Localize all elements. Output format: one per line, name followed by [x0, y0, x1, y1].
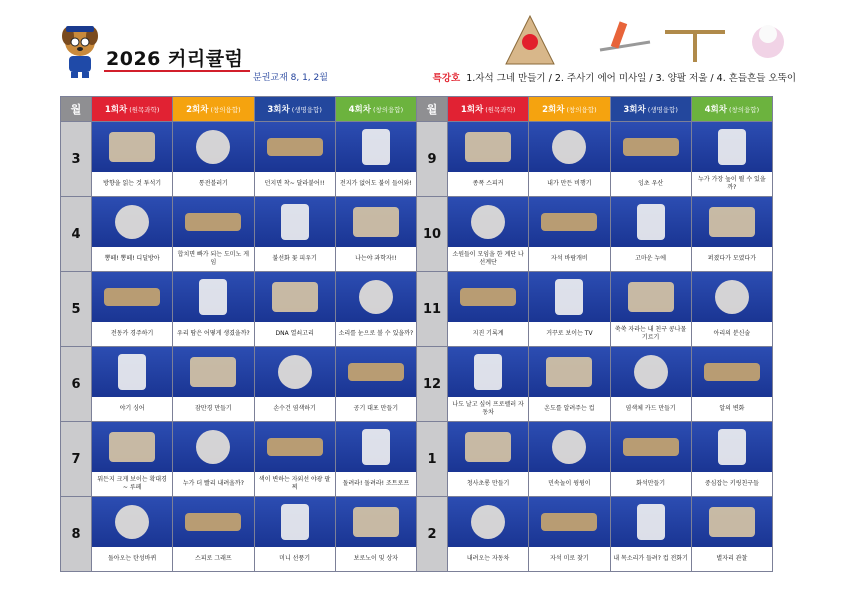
craft-object-image — [199, 279, 227, 315]
lesson-caption: 퍼졌다가 모였다가 — [707, 255, 757, 262]
lesson-photo — [92, 347, 172, 397]
lesson-cell — [254, 422, 335, 497]
page-title: 2026 커리큘럼 — [106, 48, 244, 70]
lesson-cell — [691, 422, 772, 497]
craft-object-image — [272, 282, 318, 312]
craft-object-image — [185, 213, 241, 231]
craft-object-image — [278, 355, 312, 389]
special-lesson-list — [433, 70, 796, 84]
lesson-cell — [529, 272, 610, 347]
lesson-photo — [92, 497, 172, 547]
lesson-cell — [610, 347, 691, 422]
lesson-photo — [611, 122, 691, 172]
lesson-caption: 색이 변하는 자외선 야광 팔찌 — [258, 476, 331, 491]
month-header: 월 — [417, 97, 448, 122]
lesson-photo — [336, 347, 416, 397]
lesson-caption: 지진 기록계 — [472, 330, 504, 337]
lesson-caption: 전지가 없어도 불이 들어와! — [339, 180, 412, 187]
lesson-photo — [255, 197, 335, 247]
lesson-photo — [173, 197, 253, 247]
lesson-cell — [610, 122, 691, 197]
lesson-caption: 자석 미로 찾기 — [550, 555, 589, 562]
craft-object-image — [637, 504, 665, 540]
craft-object-image — [465, 132, 511, 162]
lesson-photo — [336, 497, 416, 547]
lesson-cell — [92, 422, 173, 497]
lesson-caption: 합치면 빠가 되는 도미노 게임 — [177, 251, 250, 266]
lesson-cell — [335, 347, 416, 422]
craft-object-image — [281, 204, 309, 240]
lesson-photo — [448, 197, 528, 247]
table-header-row — [61, 97, 773, 122]
lesson-photo — [692, 497, 772, 547]
craft-object-image — [115, 205, 149, 239]
craft-object-image — [474, 354, 502, 390]
lesson-cell — [254, 497, 335, 572]
session-4-header: 4회차 (창의융합) — [335, 97, 416, 122]
lesson-cell — [529, 122, 610, 197]
lesson-photo — [448, 347, 528, 397]
craft-object-image — [104, 288, 160, 306]
session-2-header: 2회차 (창의융합) — [173, 97, 254, 122]
craft-object-image — [196, 130, 230, 164]
lesson-photo — [692, 122, 772, 172]
session-1-header: 1회차 (원목과학) — [448, 97, 529, 122]
lesson-cell — [448, 422, 529, 497]
craft-object-image — [718, 429, 746, 465]
lesson-photo — [448, 497, 528, 547]
lesson-photo — [255, 122, 335, 172]
month-number: 6 — [61, 347, 92, 422]
lesson-caption: 아리의 분신술 — [713, 330, 751, 337]
lesson-caption: 돌려라! 돌려라! 조트로프 — [342, 480, 410, 487]
craft-object-image — [471, 205, 505, 239]
lesson-photo — [173, 122, 253, 172]
table-row — [61, 197, 773, 272]
lesson-caption: 알의 변화 — [719, 405, 745, 412]
session-1-header: 1회차 (원목과학) — [92, 97, 173, 122]
craft-object-image — [109, 132, 155, 162]
craft-object-image — [704, 363, 760, 381]
craft-object-image — [190, 357, 236, 387]
lesson-photo — [92, 272, 172, 322]
lesson-cell — [448, 272, 529, 347]
month-number: 9 — [417, 122, 448, 197]
month-number: 3 — [61, 122, 92, 197]
lesson-photo — [255, 422, 335, 472]
lesson-caption: 뽕떼! 뽕떼! 디딜방아 — [104, 255, 160, 262]
table-row — [61, 122, 773, 197]
craft-object-image — [552, 430, 586, 464]
lesson-cell — [610, 422, 691, 497]
craft-object-image — [541, 513, 597, 531]
lesson-cell — [448, 197, 529, 272]
lesson-caption: 거꾸로 보이는 TV — [546, 330, 593, 337]
lesson-photo — [692, 422, 772, 472]
session-4-header: 4회차 (창의융합) — [691, 97, 772, 122]
lesson-photo — [92, 122, 172, 172]
lesson-cell — [529, 497, 610, 572]
lesson-photo — [255, 347, 335, 397]
lesson-cell — [448, 347, 529, 422]
craft-object-image — [555, 279, 583, 315]
craft-object-image — [709, 507, 755, 537]
lesson-caption: 야기 싱어 — [119, 405, 145, 412]
table-row — [61, 347, 773, 422]
lesson-caption: 불선화 꽃 피우기 — [272, 255, 317, 262]
session-3-header: 3회차 (생명융합) — [610, 97, 691, 122]
lesson-photo — [336, 422, 416, 472]
lesson-photo — [692, 197, 772, 247]
lesson-photo — [336, 122, 416, 172]
craft-object-image — [196, 430, 230, 464]
lesson-caption: 소원들이 모임을 한 계단 나선계단 — [452, 251, 524, 266]
lesson-cell — [691, 497, 772, 572]
lesson-photo — [529, 497, 609, 547]
lesson-cell — [92, 122, 173, 197]
lesson-photo — [529, 347, 609, 397]
special-lesson-thumbnails — [500, 12, 800, 68]
lesson-caption: 소리를 눈으로 볼 수 있을까? — [338, 330, 414, 337]
craft-object-image — [353, 507, 399, 537]
lesson-cell — [335, 122, 416, 197]
lesson-cell — [173, 347, 254, 422]
lesson-photo — [692, 272, 772, 322]
craft-object-image — [634, 355, 668, 389]
lesson-cell — [254, 347, 335, 422]
lesson-photo — [448, 122, 528, 172]
lesson-cell — [529, 197, 610, 272]
lesson-photo — [173, 422, 253, 472]
craft-object-image — [628, 282, 674, 312]
lesson-photo — [611, 197, 691, 247]
lesson-photo — [611, 347, 691, 397]
lesson-photo — [611, 272, 691, 322]
lesson-caption: 누가 더 빨리 내려올까? — [182, 480, 244, 487]
lesson-caption: 뭐든지 크게 보이는 확대경 ~ 루페 — [97, 476, 167, 491]
lesson-cell — [610, 197, 691, 272]
lesson-caption: 내 목소리가 들려? 컵 전화기 — [613, 555, 688, 562]
lesson-cell — [173, 272, 254, 347]
lesson-cell — [448, 497, 529, 572]
lesson-caption: 던지면 착~ 달라붙어!! — [264, 180, 325, 187]
craft-object-image — [637, 204, 665, 240]
session-2-header: 2회차 (창의융합) — [529, 97, 610, 122]
craft-object-image — [541, 213, 597, 231]
lesson-caption: 종폭 스피커 — [472, 180, 504, 187]
lesson-cell — [173, 122, 254, 197]
craft-object-image — [460, 288, 516, 306]
month-number: 8 — [61, 497, 92, 572]
lesson-caption: 누가 가장 높이 뛸 수 있을까? — [698, 176, 766, 191]
title-underline — [104, 70, 250, 72]
lesson-caption: 민속놀이 윙윙이 — [548, 480, 591, 487]
month-number: 12 — [417, 347, 448, 422]
lesson-cell — [448, 122, 529, 197]
lesson-caption: 돌아오는 탄성바퀴 — [107, 555, 157, 562]
lesson-caption: 보로노이 및 상자 — [353, 555, 399, 562]
lesson-caption: 공기 대포 만들기 — [353, 405, 399, 412]
month-number: 4 — [61, 197, 92, 272]
lesson-caption: 방향을 읽는 것 투석기 — [103, 180, 162, 187]
lesson-caption: 스피로 그래프 — [195, 555, 232, 562]
craft-object-image — [718, 129, 746, 165]
page-subtitle: 분권교재 8, 1, 2월 — [253, 73, 328, 83]
lesson-cell — [691, 347, 772, 422]
lesson-caption: 화석만들기 — [636, 480, 666, 487]
month-number: 1 — [417, 422, 448, 497]
lesson-cell — [173, 197, 254, 272]
lesson-photo — [611, 497, 691, 547]
lesson-cell — [691, 197, 772, 272]
month-number: 2 — [417, 497, 448, 572]
lesson-cell — [254, 272, 335, 347]
session-3-header: 3회차 (생명융합) — [254, 97, 335, 122]
lesson-caption: 청사초롱 만들기 — [466, 480, 510, 487]
craft-object-image — [267, 138, 323, 156]
craft-object-image — [353, 207, 399, 237]
lesson-cell — [610, 497, 691, 572]
craft-object-image — [546, 357, 592, 387]
month-number: 5 — [61, 272, 92, 347]
lesson-cell — [92, 272, 173, 347]
lesson-caption: 미니 선풍기 — [279, 555, 311, 562]
lesson-cell — [335, 422, 416, 497]
lesson-cell — [691, 122, 772, 197]
lesson-photo — [92, 422, 172, 472]
month-header: 월 — [61, 97, 92, 122]
lesson-cell — [335, 197, 416, 272]
craft-object-image — [623, 138, 679, 156]
month-number: 11 — [417, 272, 448, 347]
lesson-caption: 통전블러기 — [198, 180, 228, 187]
lesson-caption: 중심잡는 키링친구들 — [704, 480, 759, 487]
lesson-photo — [173, 497, 253, 547]
lesson-cell — [173, 422, 254, 497]
lesson-caption: 온도를 알려주는 컵 — [544, 405, 595, 412]
curriculum-table — [60, 96, 773, 571]
lesson-cell — [335, 497, 416, 572]
lesson-photo — [611, 422, 691, 472]
lesson-cell — [92, 197, 173, 272]
lesson-cell — [691, 272, 772, 347]
craft-object-image — [115, 505, 149, 539]
lesson-photo — [529, 272, 609, 322]
lesson-photo — [173, 272, 253, 322]
mascot-logo-icon — [58, 22, 102, 80]
craft-object-image — [348, 363, 404, 381]
lesson-caption: 별자리 관찰 — [716, 555, 748, 562]
header — [0, 0, 850, 92]
lesson-caption: 고마운 누에 — [635, 255, 667, 262]
table-row — [61, 497, 773, 572]
lesson-cell — [529, 422, 610, 497]
lesson-caption: 우리 땀은 어떻게 생겼을까? — [177, 330, 250, 337]
craft-object-image — [471, 505, 505, 539]
lesson-photo — [336, 272, 416, 322]
lesson-photo — [92, 197, 172, 247]
craft-object-image — [185, 513, 241, 531]
lesson-photo — [529, 422, 609, 472]
lesson-caption: 전동카 경주하기 — [110, 330, 154, 337]
lesson-cell — [254, 197, 335, 272]
craft-object-image — [362, 429, 390, 465]
lesson-caption: 쑥쑥 자라는 내 친구 콩나물 기르기 — [614, 326, 687, 341]
lesson-caption: DNA 열쇠고리 — [275, 330, 314, 337]
craft-object-image — [715, 280, 749, 314]
craft-object-image — [465, 432, 511, 462]
lesson-caption: 잠만경 만들기 — [195, 405, 232, 412]
lesson-caption: 자석 바람개비 — [551, 255, 588, 262]
craft-object-image — [552, 130, 586, 164]
craft-object-image — [281, 504, 309, 540]
lesson-cell — [92, 497, 173, 572]
table-row — [61, 272, 773, 347]
lesson-cell — [254, 122, 335, 197]
lesson-photo — [255, 272, 335, 322]
month-number: 10 — [417, 197, 448, 272]
lesson-caption: 나는야 과학자!! — [355, 255, 397, 262]
lesson-cell — [610, 272, 691, 347]
lesson-photo — [336, 197, 416, 247]
special-lesson-tag: 특강호 — [432, 73, 461, 84]
lesson-photo — [255, 497, 335, 547]
craft-object-image — [109, 432, 155, 462]
craft-object-image — [362, 129, 390, 165]
lesson-photo — [529, 197, 609, 247]
lesson-photo — [692, 347, 772, 397]
craft-object-image — [623, 438, 679, 456]
lesson-caption: 내려오는 자동차 — [466, 555, 510, 562]
table-row — [61, 422, 773, 497]
month-number: 7 — [61, 422, 92, 497]
lesson-caption: 내가 만든 비행기 — [547, 180, 592, 187]
lesson-cell — [335, 272, 416, 347]
lesson-caption: 잉초 우산 — [638, 180, 664, 187]
craft-object-image — [359, 280, 393, 314]
craft-object-image — [118, 354, 146, 390]
lesson-caption: 손수건 염색하기 — [273, 405, 316, 412]
special-lesson-text: 1.자석 그네 만들기 / 2. 주사기 에어 미사일 / 3. 양팔 저울 / 4. 흔들흔들 오뚝이 — [466, 73, 796, 84]
lesson-caption: 나도 날고 싶어 프로펠러 자동차 — [452, 401, 524, 416]
lesson-cell — [92, 347, 173, 422]
craft-object-image — [709, 207, 755, 237]
lesson-cell — [173, 497, 254, 572]
lesson-cell — [529, 347, 610, 422]
lesson-photo — [173, 347, 253, 397]
lesson-caption: 염색체 카드 만들기 — [625, 405, 676, 412]
lesson-photo — [448, 422, 528, 472]
craft-object-image — [267, 438, 323, 456]
lesson-photo — [448, 272, 528, 322]
lesson-photo — [529, 122, 609, 172]
